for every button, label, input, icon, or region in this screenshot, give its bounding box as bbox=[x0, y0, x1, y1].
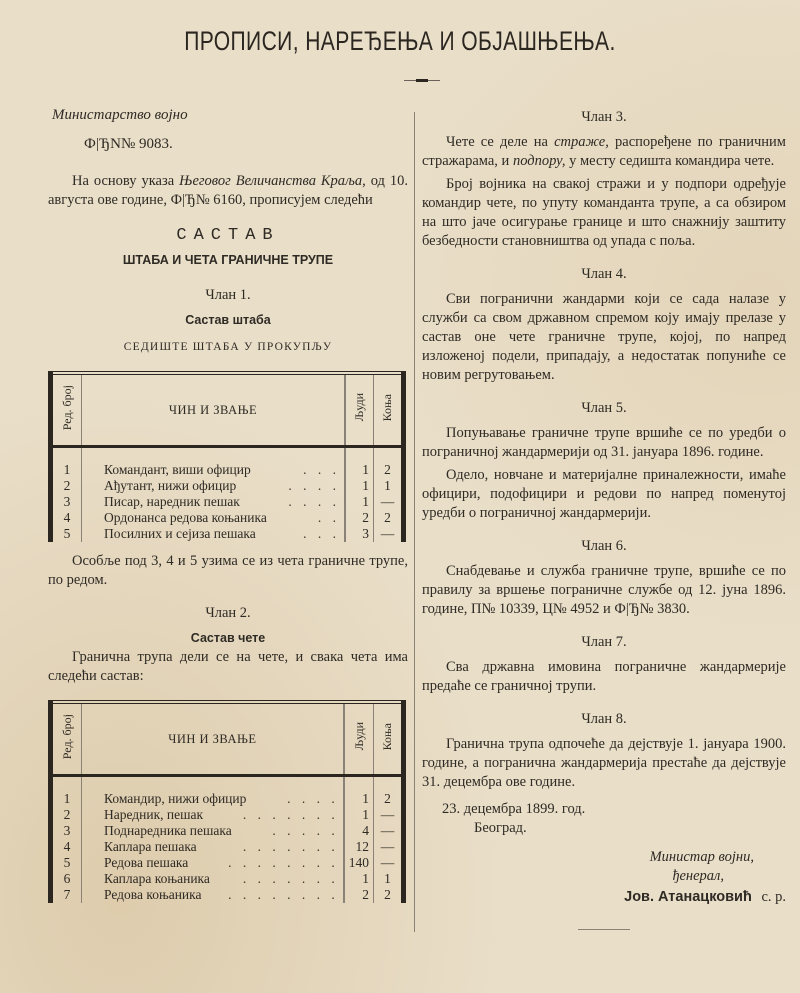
leader-dots: . . . . . . . bbox=[242, 839, 339, 854]
row-number: 1 bbox=[51, 776, 82, 808]
row-number: 3 bbox=[51, 494, 82, 510]
intro-paragraph bbox=[48, 172, 408, 210]
article-1-location: СЕДИШТЕ ШТАБА У ПРОКУПЉУ bbox=[123, 341, 333, 353]
table-row bbox=[51, 855, 404, 871]
table-header-row bbox=[51, 373, 404, 447]
table-header-row bbox=[51, 702, 404, 776]
article-8-text: Гранична трупа одпочеће да дејствује 1. јануара 1900. године, а погранична жандармерија престаће да дејствује 31. децембра ове године. bbox=[422, 736, 786, 790]
text-run: Чете се деле на bbox=[446, 134, 555, 150]
row-rank bbox=[82, 871, 344, 887]
article-4-label: Члан 4. bbox=[581, 266, 627, 282]
col-header-men: Људи bbox=[345, 373, 374, 447]
article-8-label: Члан 8. bbox=[581, 711, 627, 727]
article-3-paragraph-2: Број војника на свакој стражи и у подпори одређује командир чете, по упуту команданта трупе, а са обзиром на што јаче осигурање границе и што снажнију заштиту безбедности становништва од упада с поља. bbox=[422, 176, 786, 249]
leader-dots: . . bbox=[317, 510, 340, 525]
row-horse-count: — bbox=[374, 526, 404, 542]
rank-label: Наредник, пешак bbox=[104, 807, 204, 822]
col-header-number: Ред. број bbox=[51, 373, 82, 447]
signature-suffix: с. р. bbox=[761, 889, 786, 905]
row-number: 6 bbox=[51, 871, 82, 887]
leader-dots: . . . . bbox=[288, 478, 340, 493]
col-header-number: Ред. број bbox=[51, 702, 82, 776]
company-composition-table bbox=[48, 700, 406, 903]
article-5-paragraph-2: Одело, новчане и материјалне приналежности, имаће официри, подофицири и редови по напред поменутој уредби о пограничној жандармерији. bbox=[422, 467, 786, 521]
col-header-horses: Коња bbox=[374, 702, 404, 776]
article-5-paragraph-1: Попуњавање граничне трупе вршиће се по уредби о пограничној жандармерији од 31. јануара 1896. године. bbox=[422, 425, 786, 460]
issue-date: 23. децембра 1899. год. bbox=[442, 801, 586, 817]
row-rank bbox=[82, 776, 344, 808]
row-men-count: 1 bbox=[345, 494, 374, 510]
rank-label: Редова коњаника bbox=[104, 887, 202, 902]
article-4-text: Сви погранични жандарми који се сада налазе у служби са свом државном спремом коју имају прелазе у састав оне чете граничне трупе, којој, по напред изложеној подели, припадају, а недостатак попуниће се новим регрутовањем. bbox=[422, 291, 786, 383]
rank-label: Редова пешака bbox=[104, 855, 189, 870]
row-men-count: 1 bbox=[344, 807, 374, 823]
table-row bbox=[51, 839, 404, 855]
row-rank bbox=[82, 807, 344, 823]
row-horse-count: 1 bbox=[374, 871, 404, 887]
table-row bbox=[51, 526, 404, 542]
row-horse-count: 2 bbox=[374, 887, 404, 903]
table-row bbox=[51, 510, 404, 526]
signature-title: Министар војни, bbox=[649, 849, 754, 865]
row-number: 2 bbox=[51, 807, 82, 823]
row-rank bbox=[82, 494, 346, 510]
table-row bbox=[51, 807, 404, 823]
leader-dots: . . . bbox=[303, 526, 340, 541]
row-rank bbox=[82, 510, 346, 526]
row-number: 1 bbox=[51, 447, 82, 479]
col-header-rank: ЧИН И ЗВАЊЕ bbox=[82, 702, 344, 776]
row-men-count: 2 bbox=[344, 887, 374, 903]
row-horse-count: — bbox=[374, 807, 404, 823]
document-subheading: ШТАБА И ЧЕТА ГРАНИЧНЕ ТРУПЕ bbox=[122, 253, 334, 267]
column-divider bbox=[414, 112, 415, 932]
row-men-count: 4 bbox=[344, 823, 374, 839]
rank-label: Каплара пешака bbox=[104, 839, 197, 854]
rank-label: Поднаредника пешака bbox=[104, 823, 232, 838]
document-heading: САСТАВ bbox=[176, 226, 280, 245]
rank-label: Писар, наредник пешак bbox=[104, 494, 240, 509]
row-horse-count: — bbox=[374, 823, 404, 839]
row-number: 4 bbox=[51, 510, 82, 526]
col-header-rank: ЧИН И ЗВАЊЕ bbox=[82, 373, 346, 447]
rank-label: Ордонанса редова коњаника bbox=[104, 510, 267, 525]
rank-label: Командир, нижи официр bbox=[104, 791, 247, 806]
article-2-text: Гранична трупа дели се на чете, и свака чета има следећи састав: bbox=[48, 649, 408, 684]
left-column bbox=[48, 106, 408, 903]
row-men-count: 140 bbox=[344, 855, 374, 871]
row-number: 3 bbox=[51, 823, 82, 839]
table-row bbox=[51, 823, 404, 839]
col-header-horses: Коња bbox=[374, 373, 404, 447]
text-run: распоређене по граничним стражарама, и bbox=[422, 134, 786, 169]
rank-label: Посилних и сејиза пешака bbox=[104, 526, 256, 541]
row-horse-count: — bbox=[374, 839, 404, 855]
leader-dots: . . . . bbox=[287, 791, 339, 806]
row-horse-count: 1 bbox=[374, 478, 404, 494]
reference-number: Ф|ЂN№ 9083. bbox=[84, 136, 173, 152]
signatory-name: Јов. Атанацковић bbox=[624, 889, 752, 905]
row-men-count: 3 bbox=[345, 526, 374, 542]
row-number: 2 bbox=[51, 478, 82, 494]
row-number: 4 bbox=[51, 839, 82, 855]
leader-dots: . . . . bbox=[288, 494, 340, 509]
leader-dots: . . . . . . . . bbox=[228, 887, 339, 902]
intro-after: од 10. августа ове године, Ф|Ђ№ 6160, прописујем следећи bbox=[48, 173, 408, 208]
page-title: ПРОПИСИ, НАРЕЂЕЊА И ОБЈАШЊЕЊА. bbox=[184, 26, 616, 56]
row-rank bbox=[82, 839, 344, 855]
row-number: 7 bbox=[51, 887, 82, 903]
row-horse-count: — bbox=[374, 855, 404, 871]
article-6-text: Снабдевање и служба граничне трупе, вршиће се по правилу за вршење пограничне службе од 12. јуна 1896. године, П№ 10339, Ц№ 4952 и Ф|Ђ№ 3830. bbox=[422, 563, 786, 617]
staff-composition-table bbox=[48, 371, 406, 542]
leader-dots: . . . . . . . . bbox=[228, 855, 339, 870]
intro-before: На основу указа bbox=[72, 173, 180, 189]
row-horse-count: — bbox=[374, 494, 404, 510]
row-rank bbox=[82, 855, 344, 871]
article-1-label: Члан 1. bbox=[205, 287, 251, 303]
article-1-title: Састав штаба bbox=[185, 313, 271, 327]
end-rule bbox=[578, 929, 630, 930]
row-rank bbox=[82, 478, 346, 494]
signature-rank: ђенерал, bbox=[672, 868, 724, 884]
row-men-count: 1 bbox=[345, 447, 374, 479]
row-horse-count: 2 bbox=[374, 510, 404, 526]
row-men-count: 12 bbox=[344, 839, 374, 855]
staff-note: Особље под 3, 4 и 5 узима се из чета граничне трупе, по редом. bbox=[48, 553, 408, 588]
row-number: 5 bbox=[51, 526, 82, 542]
table-row bbox=[51, 494, 404, 510]
table-row bbox=[51, 887, 404, 903]
leader-dots: . . . . . bbox=[272, 823, 339, 838]
table-row bbox=[51, 871, 404, 887]
article-7-text: Сва државна имовина пограничне жандармерије предаће се граничној трупи. bbox=[422, 659, 786, 694]
row-horse-count: 2 bbox=[374, 776, 404, 808]
article-2-title: Састав чете bbox=[190, 631, 266, 645]
text-run: у месту седишта командира чете. bbox=[565, 153, 775, 169]
intro-italic: Његовог Величанства Краља, bbox=[179, 173, 366, 189]
table-row bbox=[51, 447, 404, 479]
issue-place: Београд. bbox=[474, 820, 527, 836]
row-rank bbox=[82, 823, 344, 839]
italic-term-support: подпору, bbox=[512, 153, 566, 169]
rank-label: Командант, виши официр bbox=[104, 462, 251, 477]
article-7-label: Члан 7. bbox=[581, 634, 627, 650]
col-header-men: Људи bbox=[344, 702, 374, 776]
issuer: Министарство војно bbox=[52, 107, 188, 123]
leader-dots: . . . bbox=[303, 462, 340, 477]
row-horse-count: 2 bbox=[374, 447, 404, 479]
article-6-label: Члан 6. bbox=[581, 538, 627, 554]
leader-dots: . . . . . . . bbox=[242, 807, 339, 822]
leader-dots: . . . . . . . bbox=[242, 871, 339, 886]
italic-term-guards: страже, bbox=[554, 134, 609, 150]
row-rank bbox=[82, 526, 346, 542]
row-rank bbox=[82, 887, 344, 903]
article-5-label: Члан 5. bbox=[581, 400, 627, 416]
right-column bbox=[422, 106, 786, 930]
row-number: 5 bbox=[51, 855, 82, 871]
row-men-count: 2 bbox=[345, 510, 374, 526]
row-men-count: 1 bbox=[345, 478, 374, 494]
article-3-label: Члан 3. bbox=[581, 109, 627, 125]
table-row bbox=[51, 478, 404, 494]
row-rank bbox=[82, 447, 346, 479]
rank-label: Ађутант, нижи официр bbox=[104, 478, 237, 493]
table-row bbox=[51, 776, 404, 808]
row-men-count: 1 bbox=[344, 871, 374, 887]
signature-line bbox=[422, 888, 786, 907]
article-3-paragraph-1 bbox=[422, 133, 786, 171]
title-ornament-rule bbox=[404, 80, 440, 81]
article-2-label: Члан 2. bbox=[205, 605, 251, 621]
rank-label: Каплара коњаника bbox=[104, 871, 210, 886]
row-men-count: 1 bbox=[344, 776, 374, 808]
